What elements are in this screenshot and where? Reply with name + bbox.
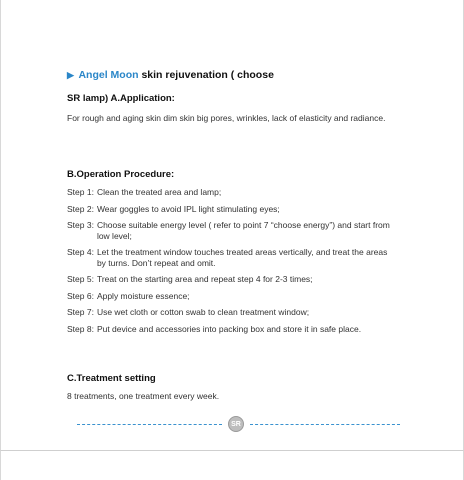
section-c-body: 8 treatments, one treatment every week.: [67, 391, 220, 401]
step-number: Step 4:: [67, 247, 94, 257]
triangle-bullet-icon: ▶: [67, 70, 74, 80]
page-bottom-margin: [0, 450, 464, 480]
step-item: [67, 307, 397, 318]
step-text: Clean the treated area and lamp;: [96, 187, 222, 197]
step-item: [67, 291, 397, 302]
document-title: [67, 69, 274, 81]
step-number: Step 8:: [67, 323, 94, 334]
step-number: Step 5:: [67, 274, 94, 284]
step-number: Step 2:: [67, 203, 94, 214]
step-text: Choose suitable energy level ( refer to point 7 “choose energy”) and start from low level;: [96, 220, 390, 241]
step-text: Use wet cloth or cotton swab to clean treatment window;: [96, 307, 310, 317]
procedure-steps: [67, 187, 397, 334]
step-number: Step 6:: [67, 290, 94, 301]
step-item: [67, 274, 397, 285]
title-text: skin rejuvenation ( choose: [141, 69, 274, 81]
step-item: [67, 247, 397, 268]
section-a-heading: SR lamp) A.Application:: [67, 93, 175, 104]
step-item: [67, 187, 397, 198]
step-item: [67, 220, 397, 241]
step-item: [67, 204, 397, 215]
step-text: Put device and accessories into packing box and store it in safe place.: [96, 323, 362, 334]
step-number: Step 1:: [67, 187, 94, 197]
step-text: Apply moisture essence;: [96, 290, 190, 301]
footer-divider-left: [77, 424, 222, 425]
step-text: Treat on the starting area and repeat step 4 for 2-3 times;: [96, 274, 313, 284]
section-c-heading: C.Treatment setting: [67, 373, 156, 384]
sr-logo-icon: SR: [228, 416, 244, 432]
step-text: Wear goggles to avoid IPL light stimulating eyes;: [96, 203, 280, 214]
brand-name: Angel Moon: [78, 69, 139, 81]
step-item: [67, 324, 397, 335]
section-a-body: For rough and aging skin dim skin big pores, wrinkles, lack of elasticity and radiance.: [67, 113, 386, 123]
step-number: Step 3:: [67, 220, 94, 230]
section-b-heading: B.Operation Procedure:: [67, 169, 175, 180]
step-text: Let the treatment window touches treated areas vertically, and treat the areas by turns. Don’t repeat and omit.: [96, 247, 388, 268]
footer-divider-right: [250, 424, 400, 425]
step-number: Step 7:: [67, 307, 94, 317]
